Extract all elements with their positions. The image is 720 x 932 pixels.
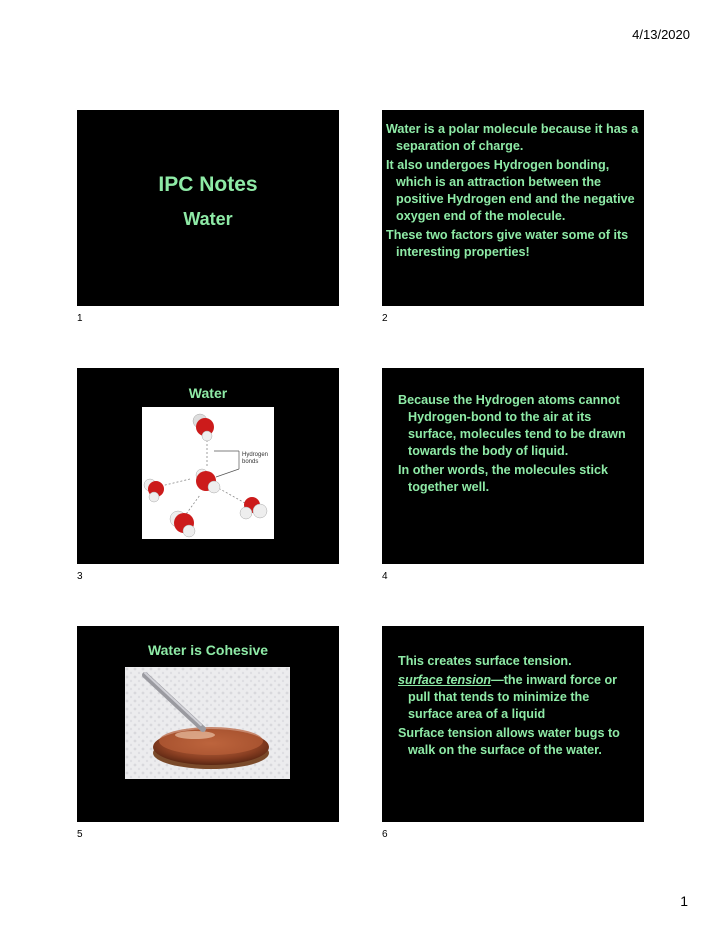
slide-2-paragraph: It also undergoes Hydrogen bonding, which is an attraction between the positive Hydrogen end and the negative oxygen end of the molecule. bbox=[386, 158, 635, 223]
diagram-label-bonds: bonds bbox=[242, 459, 259, 465]
slide-5-title: Water is Cohesive bbox=[147, 642, 269, 658]
diagram-label-hydrogen: Hydrogen bbox=[242, 452, 269, 458]
penny-with-water-drop-illustration bbox=[125, 667, 290, 779]
slide-number-1: 1 bbox=[77, 313, 83, 324]
slide-4-text bbox=[398, 392, 630, 498]
slide-3-title: Water bbox=[188, 385, 228, 401]
slide-number-2: 2 bbox=[382, 313, 388, 324]
slide-4 bbox=[382, 368, 644, 564]
slide-2 bbox=[382, 110, 644, 306]
slide-number-6: 6 bbox=[382, 829, 388, 840]
slide-2-paragraph: These two factors give water some of its interesting properties! bbox=[386, 228, 629, 259]
hydrogen-bond-diagram bbox=[142, 407, 274, 539]
slide-1 bbox=[77, 110, 339, 306]
slide-6 bbox=[382, 626, 644, 822]
slide-number-4: 4 bbox=[382, 571, 388, 582]
slide-4-paragraph: In other words, the molecules stick together well. bbox=[398, 463, 608, 494]
slide-6-paragraph: This creates surface tension. bbox=[398, 654, 572, 668]
slide-6-paragraph: Surface tension allows water bugs to walk on the surface of the water. bbox=[398, 726, 620, 757]
print-date: 4/13/2020 bbox=[632, 27, 690, 42]
water-molecules-illustration bbox=[142, 407, 274, 539]
slide-5 bbox=[77, 626, 339, 822]
surface-tension-term: surface tension bbox=[398, 673, 492, 687]
slide-number-3: 3 bbox=[77, 571, 83, 582]
surface-tension-definition: —the inward force or pull that tends to minimize the surface area of a liquid bbox=[408, 673, 618, 721]
slide-3 bbox=[77, 368, 339, 564]
slide-4-paragraph: Because the Hydrogen atoms cannot Hydrogen-bond to the air at its surface, molecules tend to be drawn towards the body of liquid. bbox=[398, 393, 626, 458]
slide-6-text bbox=[398, 653, 634, 761]
penny-water-photo bbox=[125, 667, 290, 779]
slide-2-text bbox=[386, 121, 640, 263]
slide-1-title: IPC Notes bbox=[158, 173, 258, 196]
slide-6-definition bbox=[398, 672, 634, 723]
slide-2-paragraph: Water is a polar molecule because it has a separation of charge. bbox=[386, 122, 639, 153]
slide-1-subtitle: Water bbox=[183, 209, 233, 229]
slide-number-5: 5 bbox=[77, 829, 83, 840]
page-number: 1 bbox=[680, 893, 688, 909]
